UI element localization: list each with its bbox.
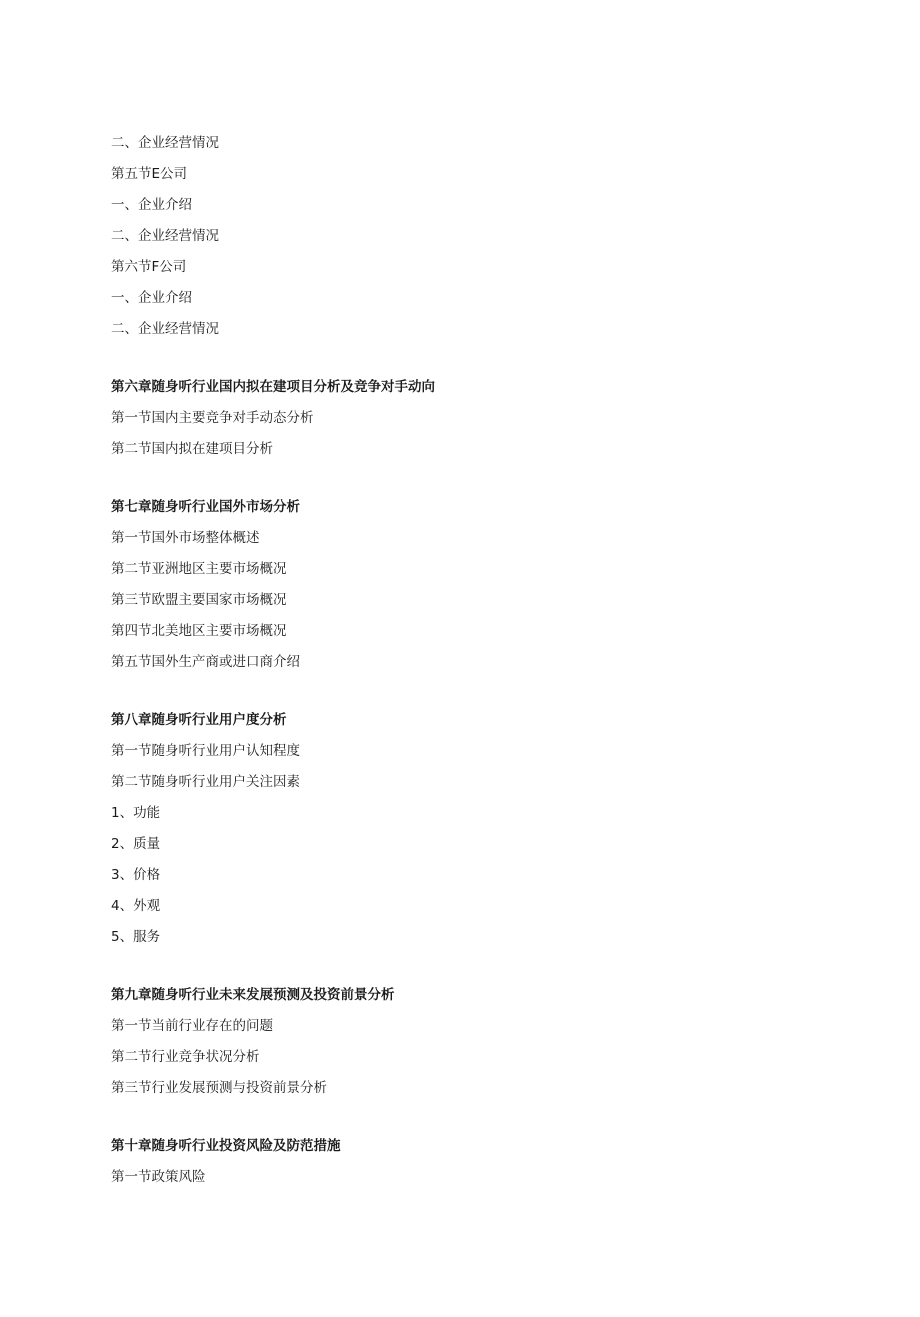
toc-entry: 第一节国内主要竞争对手动态分析 (111, 410, 314, 426)
toc-entry: 第二节行业竞争状况分析 (111, 1049, 260, 1065)
chapter-heading: 第九章随身听行业未来发展预测及投资前景分析 (111, 987, 395, 1003)
toc-entry: 第五节国外生产商或进口商介绍 (111, 654, 300, 670)
toc-entry: 一、企业介绍 (111, 197, 192, 213)
toc-entry: 一、企业介绍 (111, 290, 192, 306)
toc-entry: 3、价格 (111, 867, 161, 883)
chapter-heading: 第六章随身听行业国内拟在建项目分析及竞争对手动向 (111, 379, 435, 395)
toc-entry: 二、企业经营情况 (111, 321, 219, 337)
toc-entry: 第三节行业发展预测与投资前景分析 (111, 1080, 327, 1096)
toc-entry: 第一节当前行业存在的问题 (111, 1018, 273, 1034)
chapter-heading: 第十章随身听行业投资风险及防范措施 (111, 1138, 341, 1154)
toc-entry: 第一节政策风险 (111, 1169, 206, 1185)
toc-entry: 5、服务 (111, 929, 161, 945)
toc-entry: 第二节国内拟在建项目分析 (111, 441, 273, 457)
toc-entry: 第六节F公司 (111, 259, 187, 275)
chapter-heading: 第七章随身听行业国外市场分析 (111, 499, 300, 515)
toc-entry: 1、功能 (111, 805, 161, 821)
toc-entry: 第二节亚洲地区主要市场概况 (111, 561, 287, 577)
toc-entry: 二、企业经营情况 (111, 228, 219, 244)
toc-entry: 2、质量 (111, 836, 161, 852)
toc-entry: 第一节随身听行业用户认知程度 (111, 743, 300, 759)
toc-entry: 第三节欧盟主要国家市场概况 (111, 592, 287, 608)
toc-entry: 二、企业经营情况 (111, 135, 219, 151)
toc-entry: 第四节北美地区主要市场概况 (111, 623, 287, 639)
document-page (111, 128, 811, 1193)
toc-entry: 第一节国外市场整体概述 (111, 530, 260, 546)
chapter-heading: 第八章随身听行业用户度分析 (111, 712, 287, 728)
toc-entry: 第二节随身听行业用户关注因素 (111, 774, 300, 790)
toc-entry: 第五节E公司 (111, 166, 188, 182)
toc-entry: 4、外观 (111, 898, 161, 914)
